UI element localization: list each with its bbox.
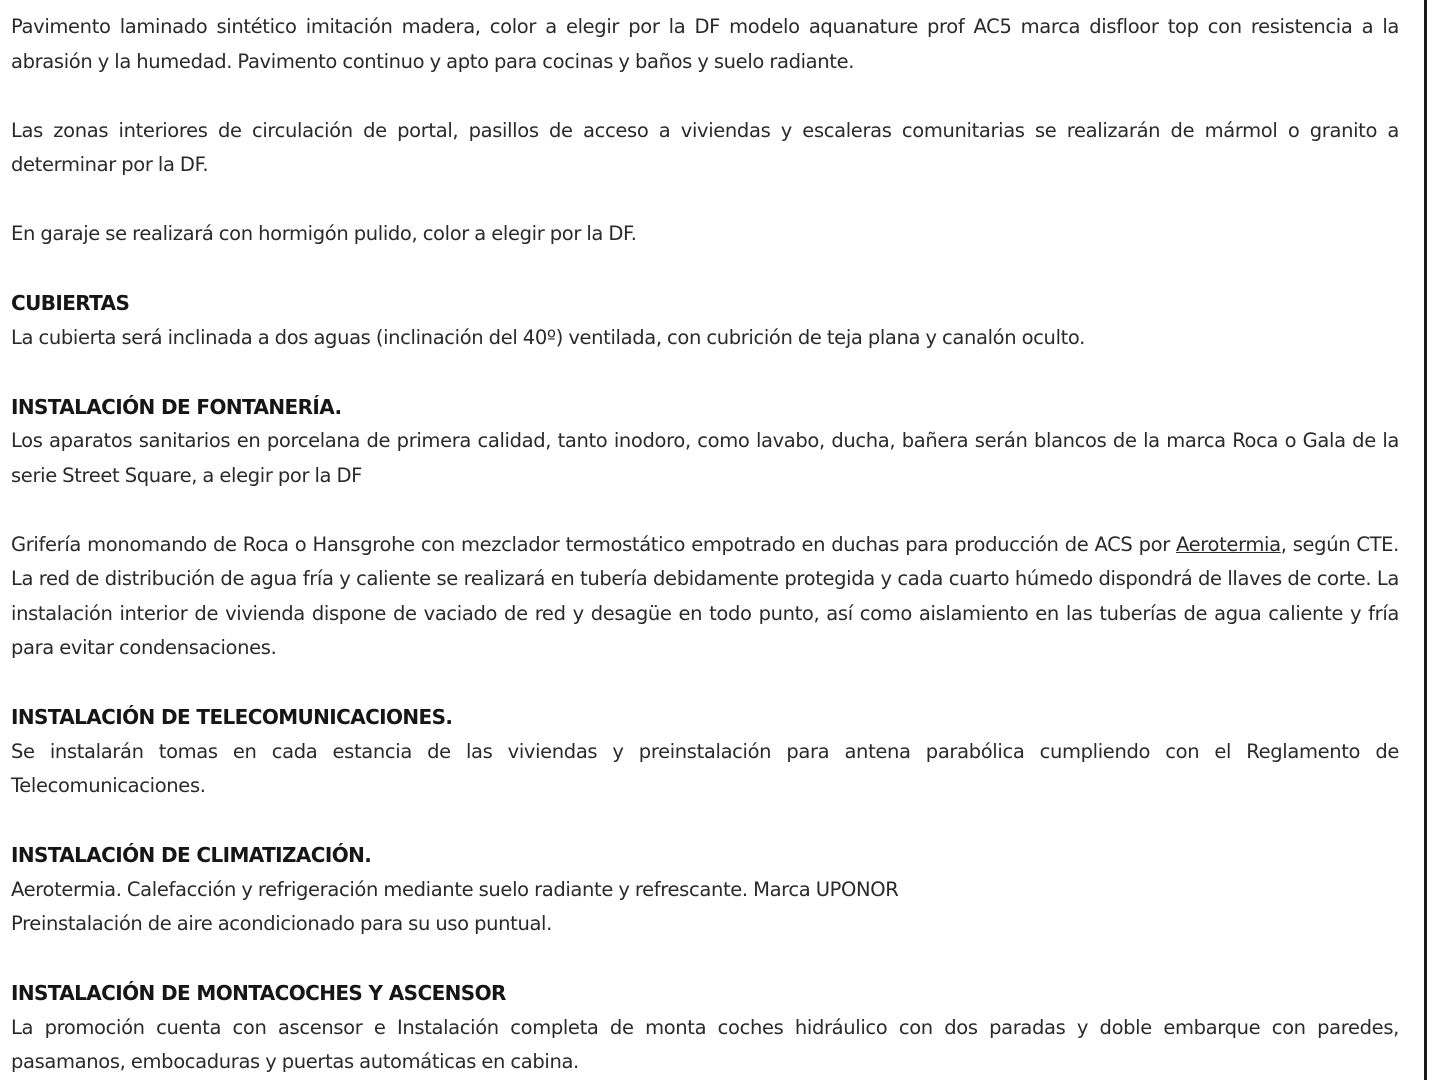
cubiertas-paragraph: La cubierta será inclinada a dos aguas (inclinación del 40º) ventilada, con cubrición de teja plana y canalón oculto. <box>11 325 1086 349</box>
section-heading-climatizacion: INSTALACIÓN DE CLIMATIZACIÓN. <box>11 843 372 867</box>
flooring-paragraph-laminate: Pavimento laminado sintético imitación madera, color a elegir por la DF modelo aquanature prof AC5 marca disfloor top con resistencia a la abrasión y la humedad. Pavimento continuo y apto para cocinas y baños y suelo radiante. <box>11 15 1399 73</box>
flooring-paragraph-garage: En garaje se realizará con hormigón pulido, color a elegir por la DF. <box>11 222 637 245</box>
section-heading-telecom: INSTALACIÓN DE TELECOMUNICACIONES. <box>11 705 453 729</box>
aerotermia-underlined-term: Aerotermia <box>1176 532 1281 556</box>
section-heading-fontaneria: INSTALACIÓN DE FONTANERÍA. <box>11 394 342 419</box>
climatizacion-line-preinstalacion: Preinstalación de aire acondicionado para su uso puntual. <box>11 912 552 935</box>
flooring-paragraph-common-areas: Las zonas interiores de circulación de portal, pasillos de acceso a viviendas y escaleras comunitarias se realizarán de mármol o granito a determinar por la DF. <box>11 118 1399 176</box>
page-right-border <box>1424 0 1427 1080</box>
fontaneria-text-before: Grifería monomando de Roca o Hansgrohe con mezclador termostático empotrado en duchas para producción de ACS por <box>11 532 1177 556</box>
ascensor-paragraph: La promoción cuenta con ascensor e Instalación completa de monta coches hidráulico con dos paradas y doble embarque con paredes, pasamanos, embocaduras y puertas automáticas en cabina. <box>11 1015 1399 1073</box>
document-body <box>11 10 1399 1080</box>
fontaneria-text-after: , según CTE. La red de distribución de agua fría y caliente se realizará en tubería debidamente protegida y cada cuarto húmedo dispondrá de llaves de corte. La instalación interior de vivienda dispone de vaciado de red y desagüe en todo punto, así como aislamiento en las tuberías de agua caliente y fría para evitar condensaciones. <box>11 532 1399 659</box>
climatizacion-line-aerotermia: Aerotermia. Calefacción y refrigeración mediante suelo radiante y refrescante. Marca UPONOR <box>11 877 899 901</box>
section-heading-cubiertas: CUBIERTAS <box>11 291 130 315</box>
section-heading-ascensor: INSTALACIÓN DE MONTACOCHES Y ASCENSOR <box>11 981 506 1005</box>
fontaneria-paragraph-sanitary: Los aparatos sanitarios en porcelana de primera calidad, tanto inodoro, como lavabo, ducha, bañera serán blancos de la marca Roca o Gala de la serie Street Square, a elegir por la DF <box>11 429 1399 487</box>
telecom-paragraph: Se instalarán tomas en cada estancia de las viviendas y preinstalación para antena parabólica cumpliendo con el Reglamento de Telecomunicaciones. <box>11 739 1399 797</box>
fontaneria-paragraph-fittings <box>11 528 1399 666</box>
